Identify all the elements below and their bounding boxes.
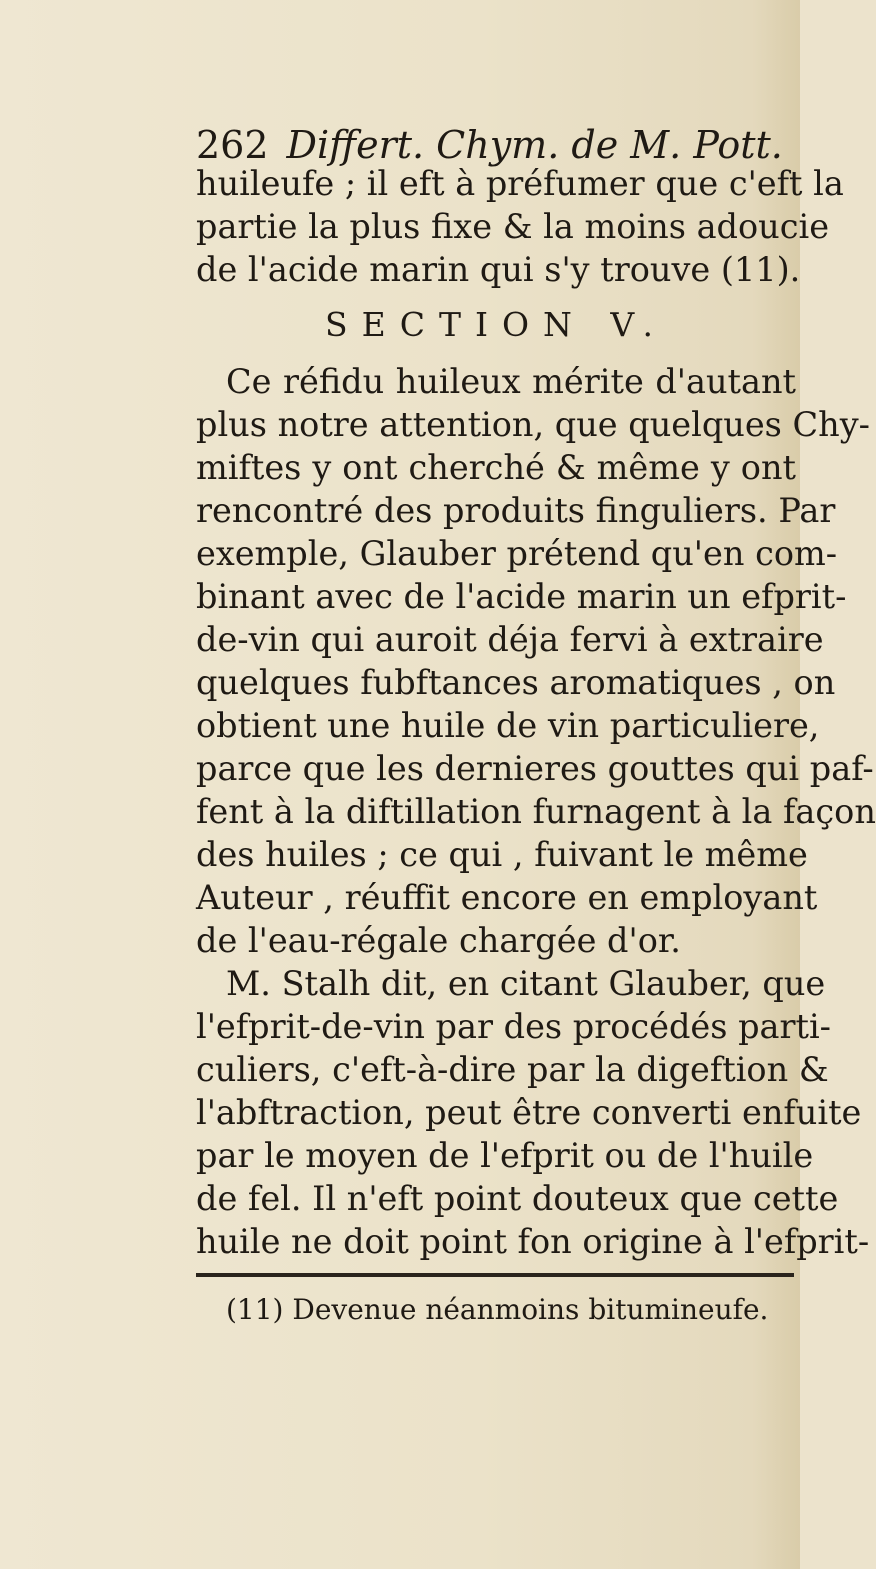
text-line: obtient une huile de vin particuliere, xyxy=(196,706,820,745)
text-line: de fel. Il n'eft point douteux que cette xyxy=(196,1179,839,1218)
running-title: Differt. Chym. de M. Pott. xyxy=(286,123,783,167)
text-line: huile ne doit point fon origine à l'efprit- xyxy=(196,1222,870,1261)
text-line: plus notre attention, que quelques Chy- xyxy=(196,405,870,444)
text-line: huileufe ; il eft à préfumer que c'eft la xyxy=(196,164,844,203)
text-line: de-vin qui auroit déja fervi à extraire xyxy=(196,620,824,659)
section-heading: SECTION V. xyxy=(325,305,667,344)
text-line: fent à la diftillation furnagent à la façon xyxy=(196,792,876,831)
text-line: culiers, c'eft-à-dire par la digeftion & xyxy=(196,1050,829,1089)
body-text xyxy=(196,162,876,1263)
text-line: de l'eau-régale chargée d'or. xyxy=(196,921,681,960)
text-line: quelques fubftances aromatiques , on xyxy=(196,663,836,702)
text-line: miftes y ont cherché & même y ont xyxy=(196,448,796,487)
text-line: l'efprit-de-vin par des procédés parti- xyxy=(196,1007,831,1046)
text-line: exemple, Glauber prétend qu'en com- xyxy=(196,534,838,573)
text-line: l'abftraction, peut être converti enfuite xyxy=(196,1093,862,1132)
footnote-rule xyxy=(196,1273,794,1277)
text-line: Auteur , réuffit encore en employant xyxy=(196,878,818,917)
page-number: 262 xyxy=(196,123,269,167)
text-line: parce que les dernieres gouttes qui paf- xyxy=(196,749,874,788)
footnote: (11) Devenue néanmoins bitumineufe. xyxy=(226,1293,769,1326)
text-line: binant avec de l'acide marin un efprit- xyxy=(196,577,847,616)
text-line: partie la plus fixe & la moins adoucie xyxy=(196,207,830,246)
text-line: rencontré des produits finguliers. Par xyxy=(196,491,836,530)
text-line: Ce réfidu huileux mérite d'autant xyxy=(226,362,796,401)
text-line: par le moyen de l'efprit ou de l'huile xyxy=(196,1136,814,1175)
text-line: de l'acide marin qui s'y trouve (11). xyxy=(196,250,801,289)
text-line: M. Stalh dit, en citant Glauber, que xyxy=(226,964,826,1003)
text-line: des huiles ; ce qui , fuivant le même xyxy=(196,835,808,874)
